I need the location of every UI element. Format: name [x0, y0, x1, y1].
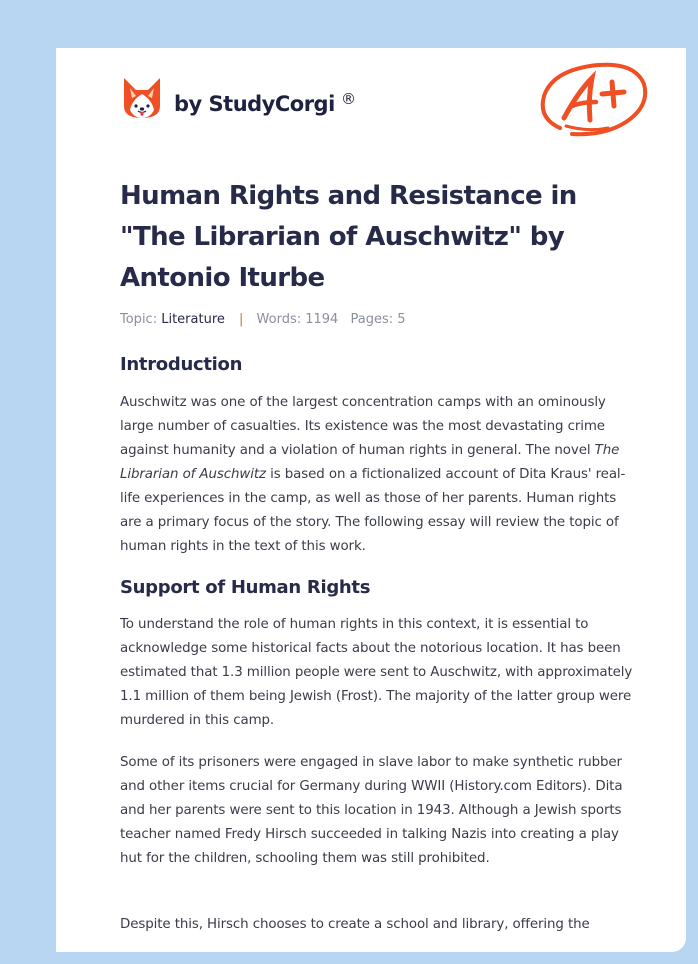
meta-separator: |: [239, 312, 244, 327]
book-title-italic: The Librarian of Auschwitz: [120, 443, 620, 482]
essay-card: [56, 48, 686, 952]
topic-link[interactable]: Literature: [161, 312, 225, 327]
corgi-icon: [122, 76, 162, 120]
paragraph-introduction: [120, 391, 635, 559]
paragraph-text: is based on a fictionalized account of Dita Kraus' real-life experiences in the camp, as well as those of her parents. Human rights are a primary focus of the story. The following essay will review the topic of human rights in the text of this work.: [120, 467, 626, 554]
essay-meta: [120, 312, 406, 327]
studycorgi-logo[interactable]: [122, 76, 162, 120]
brand-name[interactable]: by StudyCorgi: [174, 92, 335, 116]
paragraph-text: Auschwitz was one of the largest concentration camps with an ominously large number of casualties. Its existence was the most devastating crime against humanity and a violation of human rights in general. The novel: [120, 395, 606, 458]
grade-badge: [538, 58, 650, 149]
topic-label: Topic:: [120, 312, 158, 327]
a-plus-grade-icon: [538, 58, 650, 144]
essay-title: Human Rights and Resistance in "The Librarian of Auschwitz" by Antonio Iturbe: [120, 181, 577, 293]
word-count: Words: 1194: [256, 312, 339, 327]
paragraph-support-3: Despite this, Hirsch chooses to create a school and library, offering the: [120, 917, 590, 932]
page-count: Pages: 5: [350, 312, 406, 327]
paragraph-support-2: Some of its prisoners were engaged in slave labor to make synthetic rubber and other items crucial for Germany during WWII (History.com Editors). Dita and her parents were sent to this location in 1943. Although a Jewish sports teacher named Fredy Hirsch succeeded in talking Nazis into creating a play hut for the children, schooling them was still prohibited.: [120, 755, 623, 866]
section-heading-support: Support of Human Rights: [120, 577, 371, 598]
section-heading-introduction: Introduction: [120, 354, 243, 375]
paragraph-support-1: To understand the role of human rights in this context, it is essential to acknowledge some historical facts about the notorious location. It has been estimated that 1.3 million people were sent to Auschwitz, with approximately 1.1 million of them being Jewish (Frost). The majority of the latter group were murdered in this camp.: [120, 617, 633, 728]
registered-mark: ®: [341, 90, 356, 108]
